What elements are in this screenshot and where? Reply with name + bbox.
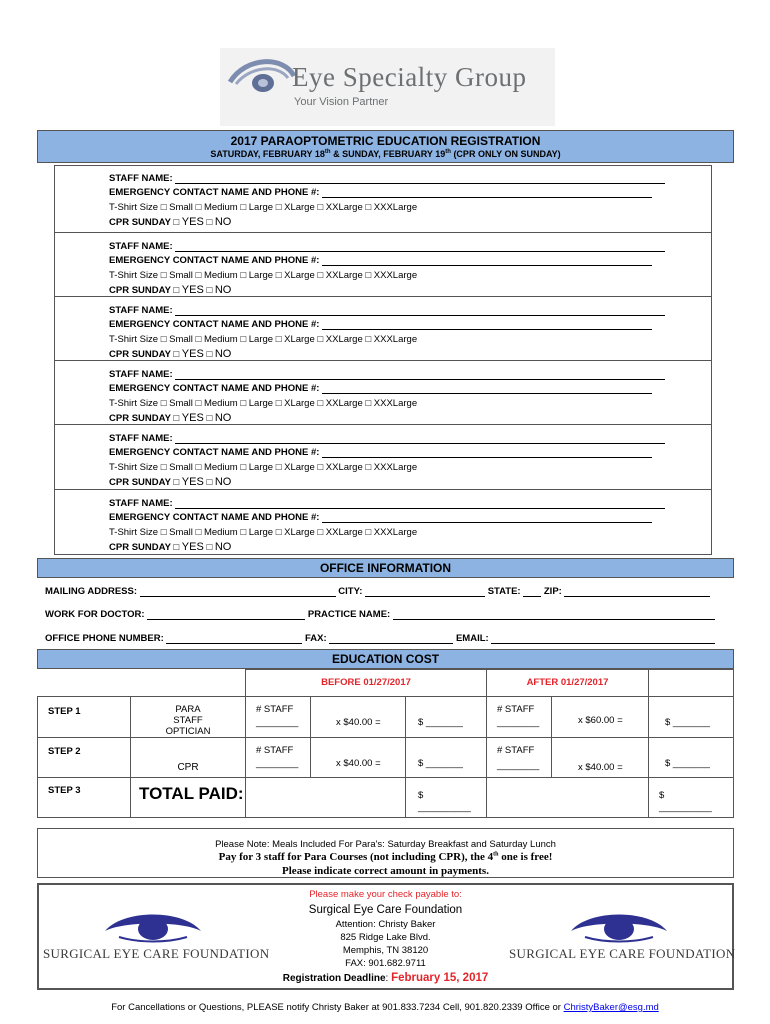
size-option-large: Large <box>248 527 274 538</box>
eye-swoosh-icon <box>226 54 296 106</box>
s1-after-staff[interactable]: # STAFF ________ <box>486 696 552 738</box>
staff-block <box>54 165 712 233</box>
doctor-row <box>45 609 715 620</box>
cpr-no-checkbox[interactable]: □ <box>203 413 215 424</box>
step1-label: STEP 1 <box>48 706 81 717</box>
size-checkbox[interactable]: □ <box>273 527 285 538</box>
cpr-row <box>109 476 231 488</box>
emergency-row <box>109 187 652 198</box>
tshirt-label: T-Shirt Size <box>109 202 161 213</box>
emergency-row <box>109 255 652 266</box>
size-option-xlarge: XLarge <box>284 462 315 473</box>
staff-name-row <box>109 173 665 184</box>
city-label: CITY: <box>338 586 363 597</box>
size-option-xxxlarge: XXXLarge <box>373 527 418 538</box>
size-option-small: Small <box>169 527 193 538</box>
cpr-row <box>109 348 231 360</box>
size-option-xxxlarge: XXXLarge <box>373 202 418 213</box>
emergency-field[interactable] <box>322 256 652 266</box>
cpr-row <box>109 284 231 296</box>
staff-name-field[interactable] <box>175 499 665 509</box>
staff-name-row <box>109 305 665 316</box>
emergency-row <box>109 447 652 458</box>
staff-name-label: STAFF NAME: <box>109 305 176 316</box>
state-field[interactable] <box>523 587 541 597</box>
size-option-xxxlarge: XXXLarge <box>373 270 418 281</box>
size-option-large: Large <box>248 334 274 345</box>
cpr-no-checkbox[interactable]: □ <box>203 542 215 553</box>
email-label: EMAIL: <box>455 633 489 644</box>
emergency-label: EMERGENCY CONTACT NAME AND PHONE #: <box>109 383 323 394</box>
step2-cell <box>37 737 131 778</box>
size-checkbox[interactable]: □ <box>273 398 285 409</box>
size-checkbox[interactable]: □ <box>237 202 249 213</box>
size-option-medium: Medium <box>203 462 238 473</box>
footer-contact <box>0 1002 770 1013</box>
s1-after-amount[interactable]: $ _______ <box>648 696 734 738</box>
cpr-no-checkbox[interactable]: □ <box>203 285 215 296</box>
s1-before-staff[interactable]: # STAFF ________ <box>245 696 311 738</box>
mailing-label: MAILING ADDRESS: <box>45 586 138 597</box>
size-option-xxlarge: XXLarge <box>325 270 363 281</box>
size-checkbox[interactable]: □ <box>192 270 204 281</box>
cpr-no-checkbox[interactable]: □ <box>203 217 215 228</box>
tshirt-row <box>109 334 417 345</box>
step1-cell <box>37 696 131 738</box>
cpr-label: CPR SUNDAY □ <box>109 217 182 228</box>
work-for-label: WORK FOR DOCTOR: <box>45 609 145 620</box>
email-field[interactable] <box>491 634 715 644</box>
note-line1: Please Note: Meals Included For Para's: Saturday Breakfast and Saturday Lunch <box>215 839 556 850</box>
staff-name-field[interactable] <box>175 306 665 316</box>
email-link[interactable]: ChristyBaker@esg.md <box>563 1002 659 1013</box>
size-option-xlarge: XLarge <box>284 270 315 281</box>
foundation-name: Surgical Eye Care Foundation <box>308 904 463 916</box>
zip-field[interactable] <box>564 587 710 597</box>
staff-block <box>54 297 712 361</box>
para-cell: PARA STAFF OPTICIAN <box>130 696 246 738</box>
size-option-xxxlarge: XXXLarge <box>373 398 418 409</box>
s2-after-amount[interactable]: $ _______ <box>648 737 734 778</box>
size-option-xlarge: XLarge <box>284 334 315 345</box>
size-checkbox[interactable]: □ <box>362 270 374 281</box>
emergency-field[interactable] <box>322 448 652 458</box>
s2-after-staff[interactable]: # STAFF ________ <box>486 737 552 778</box>
office-info-title: OFFICE INFORMATION <box>319 561 452 575</box>
staff-name-field[interactable] <box>175 174 665 184</box>
tshirt-label: T-Shirt Size <box>109 398 161 409</box>
total-paid-cell <box>130 777 246 818</box>
tshirt-label: T-Shirt Size <box>109 270 161 281</box>
size-option-medium: Medium <box>203 270 238 281</box>
size-option-small: Small <box>169 334 193 345</box>
cpr-no-option[interactable]: NO <box>214 284 232 296</box>
emergency-row <box>109 383 652 394</box>
size-checkbox[interactable]: □ <box>362 462 374 473</box>
attention-line: Attention: Christy Baker <box>335 919 436 930</box>
education-cost-bar <box>37 649 734 669</box>
size-option-xlarge: XLarge <box>284 202 315 213</box>
size-checkbox[interactable]: □ <box>192 202 204 213</box>
cpr-no-option[interactable]: NO <box>214 412 232 424</box>
cpr-label: CPR SUNDAY □ <box>109 413 182 424</box>
s3-before-blank <box>245 777 406 818</box>
size-option-xxlarge: XXLarge <box>325 527 363 538</box>
zip-label: ZIP: <box>543 586 562 597</box>
size-checkbox[interactable]: □ <box>362 202 374 213</box>
s2-before-rate: x $40.00 = <box>310 737 406 778</box>
size-checkbox[interactable]: □ <box>362 527 374 538</box>
fax-field[interactable] <box>329 634 453 644</box>
org-name: Eye Specialty Group <box>292 62 527 92</box>
after-total-header <box>648 669 734 697</box>
cpr-no-checkbox[interactable]: □ <box>203 477 215 488</box>
tshirt-row <box>109 527 417 538</box>
tshirt-row <box>109 270 417 281</box>
emergency-field[interactable] <box>322 320 652 330</box>
s1-after-rate: x $60.00 = <box>551 696 649 738</box>
after-header: AFTER 01/27/2017 <box>486 669 649 697</box>
size-option-medium: Medium <box>203 202 238 213</box>
city-field[interactable] <box>365 587 485 597</box>
size-checkbox[interactable]: □ <box>273 270 285 281</box>
step3-label: STEP 3 <box>48 785 81 796</box>
emergency-row <box>109 319 652 330</box>
fax-line: FAX: 901.682.9711 <box>345 958 426 969</box>
size-option-xlarge: XLarge <box>284 527 315 538</box>
size-checkbox[interactable]: □ <box>192 334 204 345</box>
emergency-label: EMERGENCY CONTACT NAME AND PHONE #: <box>109 255 323 266</box>
meals-note <box>37 828 734 878</box>
emergency-field[interactable] <box>322 188 652 198</box>
staff-name-field[interactable] <box>175 434 665 444</box>
size-checkbox[interactable]: □ <box>160 398 170 409</box>
size-option-xxxlarge: XXXLarge <box>373 462 418 473</box>
staff-name-label: STAFF NAME: <box>109 433 176 444</box>
staff-block <box>54 361 712 425</box>
staff-name-row <box>109 498 665 509</box>
emergency-row <box>109 512 652 523</box>
street-line: 825 Ridge Lake Blvd. <box>340 932 431 943</box>
size-checkbox[interactable]: □ <box>192 398 204 409</box>
cpr-label: CPR SUNDAY □ <box>109 542 182 553</box>
eye-specialty-group-logo <box>220 48 555 126</box>
size-option-xxlarge: XXLarge <box>325 334 363 345</box>
cpr-no-checkbox[interactable]: □ <box>203 349 215 360</box>
tshirt-label: T-Shirt Size <box>109 527 161 538</box>
size-option-large: Large <box>248 398 274 409</box>
size-checkbox[interactable]: □ <box>273 334 285 345</box>
total-after-amount[interactable]: $ __________ <box>648 777 734 818</box>
staff-name-field[interactable] <box>175 242 665 252</box>
s2-after-rate: x $40.00 = <box>551 737 649 778</box>
note-line3: Please indicate correct amount in payments. <box>282 865 489 877</box>
deadline-line: Registration Deadline: February 15, 2017 <box>282 972 489 984</box>
size-checkbox[interactable]: □ <box>237 334 249 345</box>
staff-name-label: STAFF NAME: <box>109 173 176 184</box>
total-before-amount[interactable]: $ __________ <box>405 777 487 818</box>
size-checkbox[interactable]: □ <box>192 462 204 473</box>
foundation-logo-right: SURGICAL EYE CARE FOUNDATION <box>509 907 729 967</box>
size-checkbox[interactable]: □ <box>160 334 170 345</box>
size-option-medium: Medium <box>203 398 238 409</box>
cpr-row <box>109 412 231 424</box>
page-title: 2017 PARAOPTOMETRIC EDUCATION REGISTRATION <box>230 134 541 148</box>
cpr-yes-option[interactable]: YES <box>181 348 204 360</box>
size-option-xxlarge: XXLarge <box>325 462 363 473</box>
staff-name-row <box>109 241 665 252</box>
size-checkbox[interactable]: □ <box>160 270 170 281</box>
cpr-cell: CPR <box>130 737 246 778</box>
emergency-label: EMERGENCY CONTACT NAME AND PHONE #: <box>109 512 323 523</box>
size-option-large: Large <box>248 270 274 281</box>
tshirt-label: T-Shirt Size <box>109 334 161 345</box>
size-checkbox[interactable]: □ <box>237 462 249 473</box>
size-checkbox[interactable]: □ <box>314 202 326 213</box>
staff-name-field[interactable] <box>175 370 665 380</box>
staff-name-label: STAFF NAME: <box>109 369 176 380</box>
size-option-small: Small <box>169 202 193 213</box>
size-option-xlarge: XLarge <box>284 398 315 409</box>
note-line2: Pay for 3 staff for Para Courses (not including CPR), the 4th one is free! <box>218 851 553 863</box>
size-option-medium: Medium <box>203 527 238 538</box>
page-subtitle: SATURDAY, FEBRUARY 18th & SUNDAY, FEBRUARY 19th (CPR ONLY ON SUNDAY) <box>210 149 561 159</box>
s2-before-amount[interactable]: $ _______ <box>405 737 487 778</box>
tshirt-row <box>109 462 417 473</box>
cpr-row <box>109 216 231 228</box>
size-option-medium: Medium <box>203 334 238 345</box>
cpr-no-option[interactable]: NO <box>214 348 232 360</box>
phone-field[interactable] <box>166 634 302 644</box>
tagline: Your Vision Partner <box>294 96 389 108</box>
size-checkbox[interactable]: □ <box>314 398 326 409</box>
s1-before-amount[interactable]: $ _______ <box>405 696 487 738</box>
staff-block <box>54 425 712 490</box>
total-paid-label: TOTAL PAID: <box>139 784 244 803</box>
tshirt-row <box>109 202 417 213</box>
emergency-field[interactable] <box>322 513 652 523</box>
step3-cell <box>37 777 131 818</box>
size-checkbox[interactable]: □ <box>237 527 249 538</box>
size-option-small: Small <box>169 462 193 473</box>
cpr-yes-option[interactable]: YES <box>181 216 204 228</box>
size-checkbox[interactable]: □ <box>237 398 249 409</box>
size-checkbox[interactable]: □ <box>160 527 170 538</box>
phone-label: OFFICE PHONE NUMBER: <box>45 633 164 644</box>
staff-block <box>54 233 712 297</box>
before-header: BEFORE 01/27/2017 <box>245 669 487 697</box>
work-for-field[interactable] <box>147 610 305 620</box>
emergency-field[interactable] <box>322 384 652 394</box>
emergency-label: EMERGENCY CONTACT NAME AND PHONE #: <box>109 447 323 458</box>
size-option-large: Large <box>248 202 274 213</box>
cpr-yes-option[interactable]: YES <box>181 412 204 424</box>
cpr-no-option[interactable]: NO <box>214 476 232 488</box>
size-checkbox[interactable]: □ <box>160 202 170 213</box>
size-option-small: Small <box>169 270 193 281</box>
cpr-yes-option[interactable]: YES <box>181 476 204 488</box>
size-checkbox[interactable]: □ <box>362 398 374 409</box>
size-checkbox[interactable]: □ <box>314 270 326 281</box>
s3-after-blank <box>486 777 649 818</box>
footer-text: For Cancellations or Questions, PLEASE notify Christy Baker at 901.833.7234 Cell, 901.820.2339 Office or <box>111 1002 564 1013</box>
title-bar <box>37 130 734 163</box>
emergency-label: EMERGENCY CONTACT NAME AND PHONE #: <box>109 319 323 330</box>
cpr-no-option[interactable]: NO <box>214 541 232 553</box>
state-label: STATE: <box>487 586 521 597</box>
staff-name-label: STAFF NAME: <box>109 498 176 509</box>
size-option-xxxlarge: XXXLarge <box>373 334 418 345</box>
practice-field[interactable] <box>393 610 715 620</box>
emergency-label: EMERGENCY CONTACT NAME AND PHONE #: <box>109 187 323 198</box>
foundation-logo-left: SURGICAL EYE CARE FOUNDATION <box>43 907 263 967</box>
payable-text: Please make your check payable to: <box>309 889 462 900</box>
practice-label: PRACTICE NAME: <box>307 609 391 620</box>
cpr-label: CPR SUNDAY □ <box>109 349 182 360</box>
size-option-small: Small <box>169 398 193 409</box>
cpr-yes-option[interactable]: YES <box>181 541 204 553</box>
size-checkbox[interactable]: □ <box>192 527 204 538</box>
payment-box <box>37 883 734 990</box>
education-cost-title: EDUCATION COST <box>331 652 440 666</box>
staff-name-label: STAFF NAME: <box>109 241 176 252</box>
size-checkbox[interactable]: □ <box>314 334 326 345</box>
cpr-no-option[interactable]: NO <box>214 216 232 228</box>
size-checkbox[interactable]: □ <box>273 202 285 213</box>
staff-block <box>54 490 712 555</box>
size-checkbox[interactable]: □ <box>314 527 326 538</box>
size-checkbox[interactable]: □ <box>273 462 285 473</box>
cpr-yes-option[interactable]: YES <box>181 284 204 296</box>
size-checkbox[interactable]: □ <box>237 270 249 281</box>
s1-before-rate: x $40.00 = <box>310 696 406 738</box>
size-checkbox[interactable]: □ <box>314 462 326 473</box>
size-option-large: Large <box>248 462 274 473</box>
cpr-label: CPR SUNDAY □ <box>109 285 182 296</box>
city-line: Memphis, TN 38120 <box>342 945 429 956</box>
staff-name-row <box>109 433 665 444</box>
size-checkbox[interactable]: □ <box>362 334 374 345</box>
step2-label: STEP 2 <box>48 746 81 757</box>
cpr-label: CPR SUNDAY □ <box>109 477 182 488</box>
size-checkbox[interactable]: □ <box>160 462 170 473</box>
s2-before-staff[interactable]: # STAFF ________ <box>245 737 311 778</box>
size-option-xxlarge: XXLarge <box>325 202 363 213</box>
staff-name-row <box>109 369 665 380</box>
size-option-xxlarge: XXLarge <box>325 398 363 409</box>
tshirt-row <box>109 398 417 409</box>
mailing-field[interactable] <box>140 587 336 597</box>
phone-row <box>45 633 715 644</box>
mailing-row <box>45 586 710 597</box>
fax-label: FAX: <box>305 633 327 644</box>
cpr-row <box>109 541 231 553</box>
tshirt-label: T-Shirt Size <box>109 462 161 473</box>
office-info-bar <box>37 558 734 578</box>
